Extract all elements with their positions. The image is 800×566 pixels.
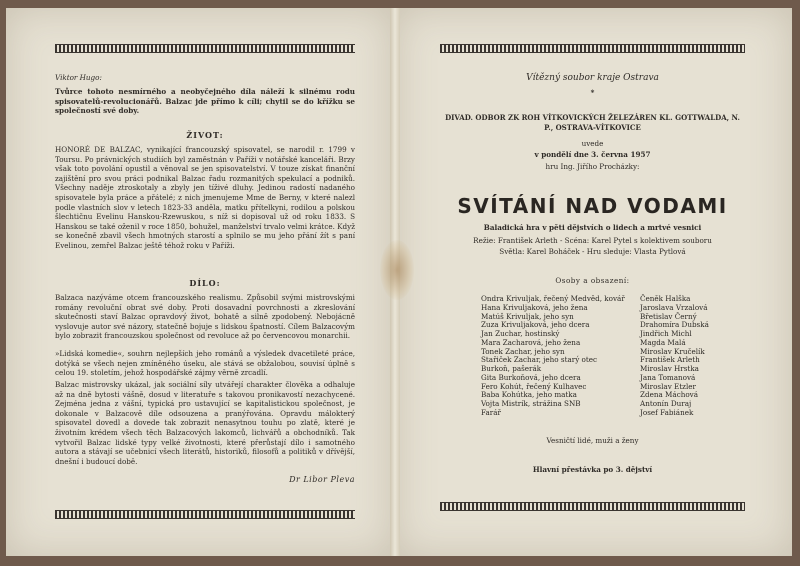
dilo-paragraph-3: Balzac mistrovsky ukázal, jak sociální síly utvářejí charakter člověka a odhaluje až na dně bytosti vášně, dosud v literatuře s takovou pronikavostí nezachycené. Zejména jedna z vášní, typická pro ustavující se kapitalistickou společnost, je dokonale v Balzacově díle odsouzena a pranýřována. Opravdu málokterý spisovatel dovedl a dovede tak zobrazit nenasytnou touhu po zlatě, které je životním krédem všech těch Balzacových lakomců, lichvářů a obchodníků. Tak vytvořil Balzac lidské typy velké životnosti, které přerůstají dílo i samotného autora a stávají se učebnicí všech literátů, historiků, filosofů a politiků v dřívější, dnešní i budoucí době.: [55, 380, 355, 466]
play-subtitle: Baladická hra v pěti dějstvích o lidech a mrtvé vesnici: [483, 223, 702, 232]
cast-heading: Osoby a obsazení:: [555, 276, 630, 285]
actor-item: František Arleth: [640, 355, 700, 365]
role-item: Fero Kohút, řečený Kulhavec: [481, 381, 587, 391]
actor-item: Antonín Duraj: [640, 399, 692, 408]
dilo-heading: DÍLO:: [189, 278, 221, 288]
role-item: Stařiček Zachar, jeho starý otec: [481, 355, 598, 365]
ensemble-name: Vítězný soubor kraje Ostrava: [526, 73, 659, 83]
actor-item: Jindřich Michl: [640, 329, 692, 338]
actor-item: Josef Fabiánek: [640, 407, 694, 417]
actors-list: [640, 295, 745, 418]
actor-item: Jaroslava Vrzalová: [640, 302, 708, 312]
play-author: hru Ing. Jiřího Procházky:: [545, 162, 640, 171]
role-item: Vojta Mistrík, strážina SNB: [481, 399, 581, 408]
top-ornament-rule-left: [55, 44, 355, 53]
role-item: Baba Kohútka, jeho matka: [481, 390, 577, 400]
role-item: Matúš Krivuljak, jeho syn: [481, 311, 574, 321]
organizer: DIVAD. ODBOR ZK ROH VÍTKOVICKÝCH ŽELEZÁREN KL. GOTTWALDA, N. P., OSTRAVA-VÍTKOVICE: [445, 113, 740, 132]
actor-item: Břetislav Černý: [640, 311, 697, 321]
dilo-paragraph-1: Balzaca nazýváme otcem francouzského realismu. Způsobil svými mistrovskými romány revoluční obrat své doby. Proti dosavadní povrchnosti a zkreslování skutečnosti staví Balzac opravdový život, bohatě a silně zpodobený. Nebojácně vyslovuje autor své názory, statečně bojuje s lidskou špatností. Cílem Balzacovým bylo zobrazit francouzskou společnost od revoluce až po červencovou monarchii.: [55, 293, 355, 341]
stain-mark: [380, 240, 414, 300]
star-ornament: *: [590, 88, 595, 97]
zivot-heading: ŽIVOT:: [186, 130, 224, 140]
zivot-text: HONORÉ DE BALZAC, vynikající francouzský spisovatel, se narodil r. 1799 v Toursu. Po právnických studiích byl zaměstnán v Paříži v notářské kanceláři. Brzy však toto povolání opustil a věnoval se jen spisovatelství. V touze získat finanční zajištění pro svou práci podnikal Balzac řadu rozmanitých spekulací a podniků. Všechny naděje ztroskotaly a zbyly jen tíživé dluhy. Jedinou radostí nadaného spisovatele byla práce a přátelé; z nich jmenujeme Mme de Berny, v které nalezl podle vlastních slov v letech 1823-33 anděla, matku přítelkyni, rodilou a polskou šlechtičnu Evelinu Hanskou-Rzewuskou, s níž si dopisoval už od roku 1833. S Hanskou se také oženil v roce 1850, bohužel, manželství trvalo velmi krátce. Když se konečně zbavil všech hmotných starostí a splnilo se mu jeho přání žít s paní Evelinou, zemřel Balzac ještě téhož roku v Paříži.: [55, 145, 355, 250]
role-item: Ondra Krivuljak, řečený Medvěd, kovář: [481, 294, 625, 303]
quote-author: Viktor Hugo:: [55, 73, 102, 82]
performance-date: v pondělí dne 3. června 1957: [534, 150, 651, 159]
villagers-line: Vesničtí lidé, muži a ženy: [546, 436, 639, 445]
actor-item: Drahomíra Dubská: [640, 320, 709, 330]
credits-direction: Režie: František Arleth - Scéna: Karel Pytel s kolektivem souboru: [473, 236, 712, 245]
bottom-ornament-rule-right: [440, 502, 745, 511]
actor-item: Miroslav Hrstka: [640, 364, 699, 373]
dilo-paragraph-2: »Lidská komedie«, souhrn nejlepších jeho románů a výsledek dvacetileté práce, dotýká se všech nejen zmíněného úseku, ale stává se obžalobou, souvisí úplně s celou 19. stoletím, jehož hospodářské zájmy věrně zrcadlí.: [55, 349, 355, 378]
actor-item: Miroslav Etzler: [640, 381, 696, 391]
roles-list: [481, 295, 641, 418]
signature: Dr Libor Pleva: [289, 475, 355, 484]
actor-item: Zdena Máchová: [640, 390, 699, 400]
role-item: Gita Burkoňová, jeho dcera: [481, 372, 581, 382]
credits-lights: Světla: Karel Boháček - Hru sleduje: Vlasta Pytlová: [499, 247, 686, 256]
actor-item: Miroslav Kručelík: [640, 346, 705, 356]
role-item: Farář: [481, 407, 501, 417]
top-ornament-rule-right: [440, 44, 745, 53]
role-item: Tonek Zachar, jeho syn: [481, 346, 565, 356]
role-item: Burkoň, pašerák: [481, 364, 542, 373]
play-title: SVÍTÁNÍ NAD VODAMI: [457, 194, 728, 218]
role-item: Jan Zuchar, hostinský: [481, 329, 560, 338]
actor-item: Jana Tomanová: [640, 372, 696, 382]
uvede-label: uvede: [581, 139, 604, 148]
role-item: Mara Zacharová, jeho žena: [481, 337, 581, 347]
role-item: Zuza Krivuljaková, jeho dcera: [481, 320, 590, 330]
actor-item: Čeněk Halška: [640, 294, 691, 303]
actor-item: Magda Malá: [640, 337, 686, 347]
role-item: Hana Krivuljaková, jeho žena: [481, 302, 588, 312]
intermission-line: Hlavní přestávka po 3. dějství: [532, 465, 653, 474]
bottom-ornament-rule-left: [55, 510, 355, 519]
quote-text: Tvůrce tohoto nesmírného a neobyčejného díla náleží k silnému rodu spisovatelů-revolucionářů. Balzac jde přímo k cíli; chytil se do křížku se společností své doby.: [55, 87, 355, 116]
